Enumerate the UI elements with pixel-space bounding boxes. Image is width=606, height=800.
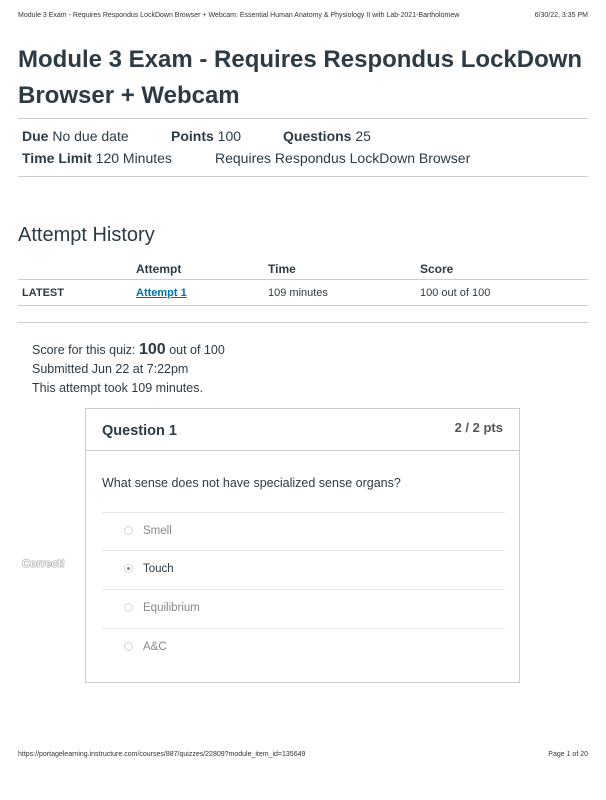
radio-button[interactable] (124, 526, 133, 535)
lockdown-note: Requires Respondus LockDown Browser (215, 150, 471, 166)
answer-option[interactable] (102, 628, 505, 667)
print-footer (18, 751, 588, 758)
attempt-1-link[interactable]: Attempt 1 (136, 286, 187, 299)
questions-item (283, 128, 371, 144)
points-value: 100 (217, 128, 242, 144)
quiz-title: Module 3 Exam - Requires Respondus LockDown Browser + Webcam (18, 46, 583, 109)
radio-button[interactable] (124, 603, 133, 612)
time-limit-value: 120 Minutes (95, 150, 172, 166)
questions-value: 25 (355, 128, 371, 144)
table-row (18, 280, 588, 306)
print-header (18, 12, 588, 19)
radio-button-selected[interactable] (124, 564, 133, 573)
quiz-meta-row-1 (22, 128, 582, 148)
due-item (22, 128, 129, 144)
latest-label: LATEST (18, 280, 136, 306)
table-header-row (18, 258, 588, 280)
points-label: Points (171, 128, 214, 144)
divider (18, 322, 588, 323)
column-header-attempt: Attempt (136, 258, 268, 280)
divider (18, 118, 588, 119)
answer-option[interactable] (102, 589, 505, 628)
attempt-time: 109 minutes (268, 280, 420, 306)
score-prefix: Score for this quiz: (32, 343, 136, 357)
column-header (18, 258, 136, 280)
print-footer-url: https://portagelearning.instructure.com/courses/887/quizzes/22809?module_item_id=135649 (18, 751, 306, 758)
duration-text: This attempt took 109 minutes. (32, 381, 203, 395)
radio-button[interactable] (124, 642, 133, 651)
score-summary (32, 341, 225, 359)
question-card (85, 408, 520, 683)
print-header-title: Module 3 Exam - Requires Respondus LockDown Browser + Webcam: Essential Human Anatomy & Physiology II with Lab-2021-Bartholomew (18, 12, 460, 19)
due-label: Due (22, 128, 49, 144)
attempt-history-heading: Attempt History (18, 224, 155, 246)
question-text: What sense does not have specialized sense organs? (102, 476, 401, 490)
time-limit-item (22, 150, 172, 166)
correct-answer-tag: Correct! (22, 558, 65, 570)
print-footer-page: Page 1 of 20 (548, 751, 588, 758)
answer-label: A&C (143, 641, 167, 653)
time-limit-label: Time Limit (22, 150, 92, 166)
points-item (171, 128, 241, 144)
answer-label: Smell (143, 525, 172, 537)
question-points: 2 / 2 pts (454, 420, 503, 435)
score-suffix: out of 100 (169, 343, 225, 357)
questions-label: Questions (283, 128, 352, 144)
divider (18, 176, 588, 177)
print-header-datetime: 6/30/22, 3:35 PM (534, 12, 588, 19)
column-header-score: Score (420, 258, 588, 280)
due-value: No due date (52, 128, 129, 144)
attempt-score: 100 out of 100 (420, 280, 588, 306)
attempt-history-table (18, 258, 588, 306)
answer-option[interactable] (102, 512, 505, 551)
quiz-meta-row-2 (22, 150, 582, 170)
submitted-text: Submitted Jun 22 at 7:22pm (32, 362, 189, 376)
answer-label: Equilibrium (143, 602, 200, 614)
question-title: Question 1 (102, 423, 177, 439)
answer-label: Touch (143, 563, 174, 575)
question-header (86, 409, 519, 451)
answer-option-selected[interactable] (102, 550, 505, 589)
column-header-time: Time (268, 258, 420, 280)
score-value: 100 (139, 341, 166, 358)
